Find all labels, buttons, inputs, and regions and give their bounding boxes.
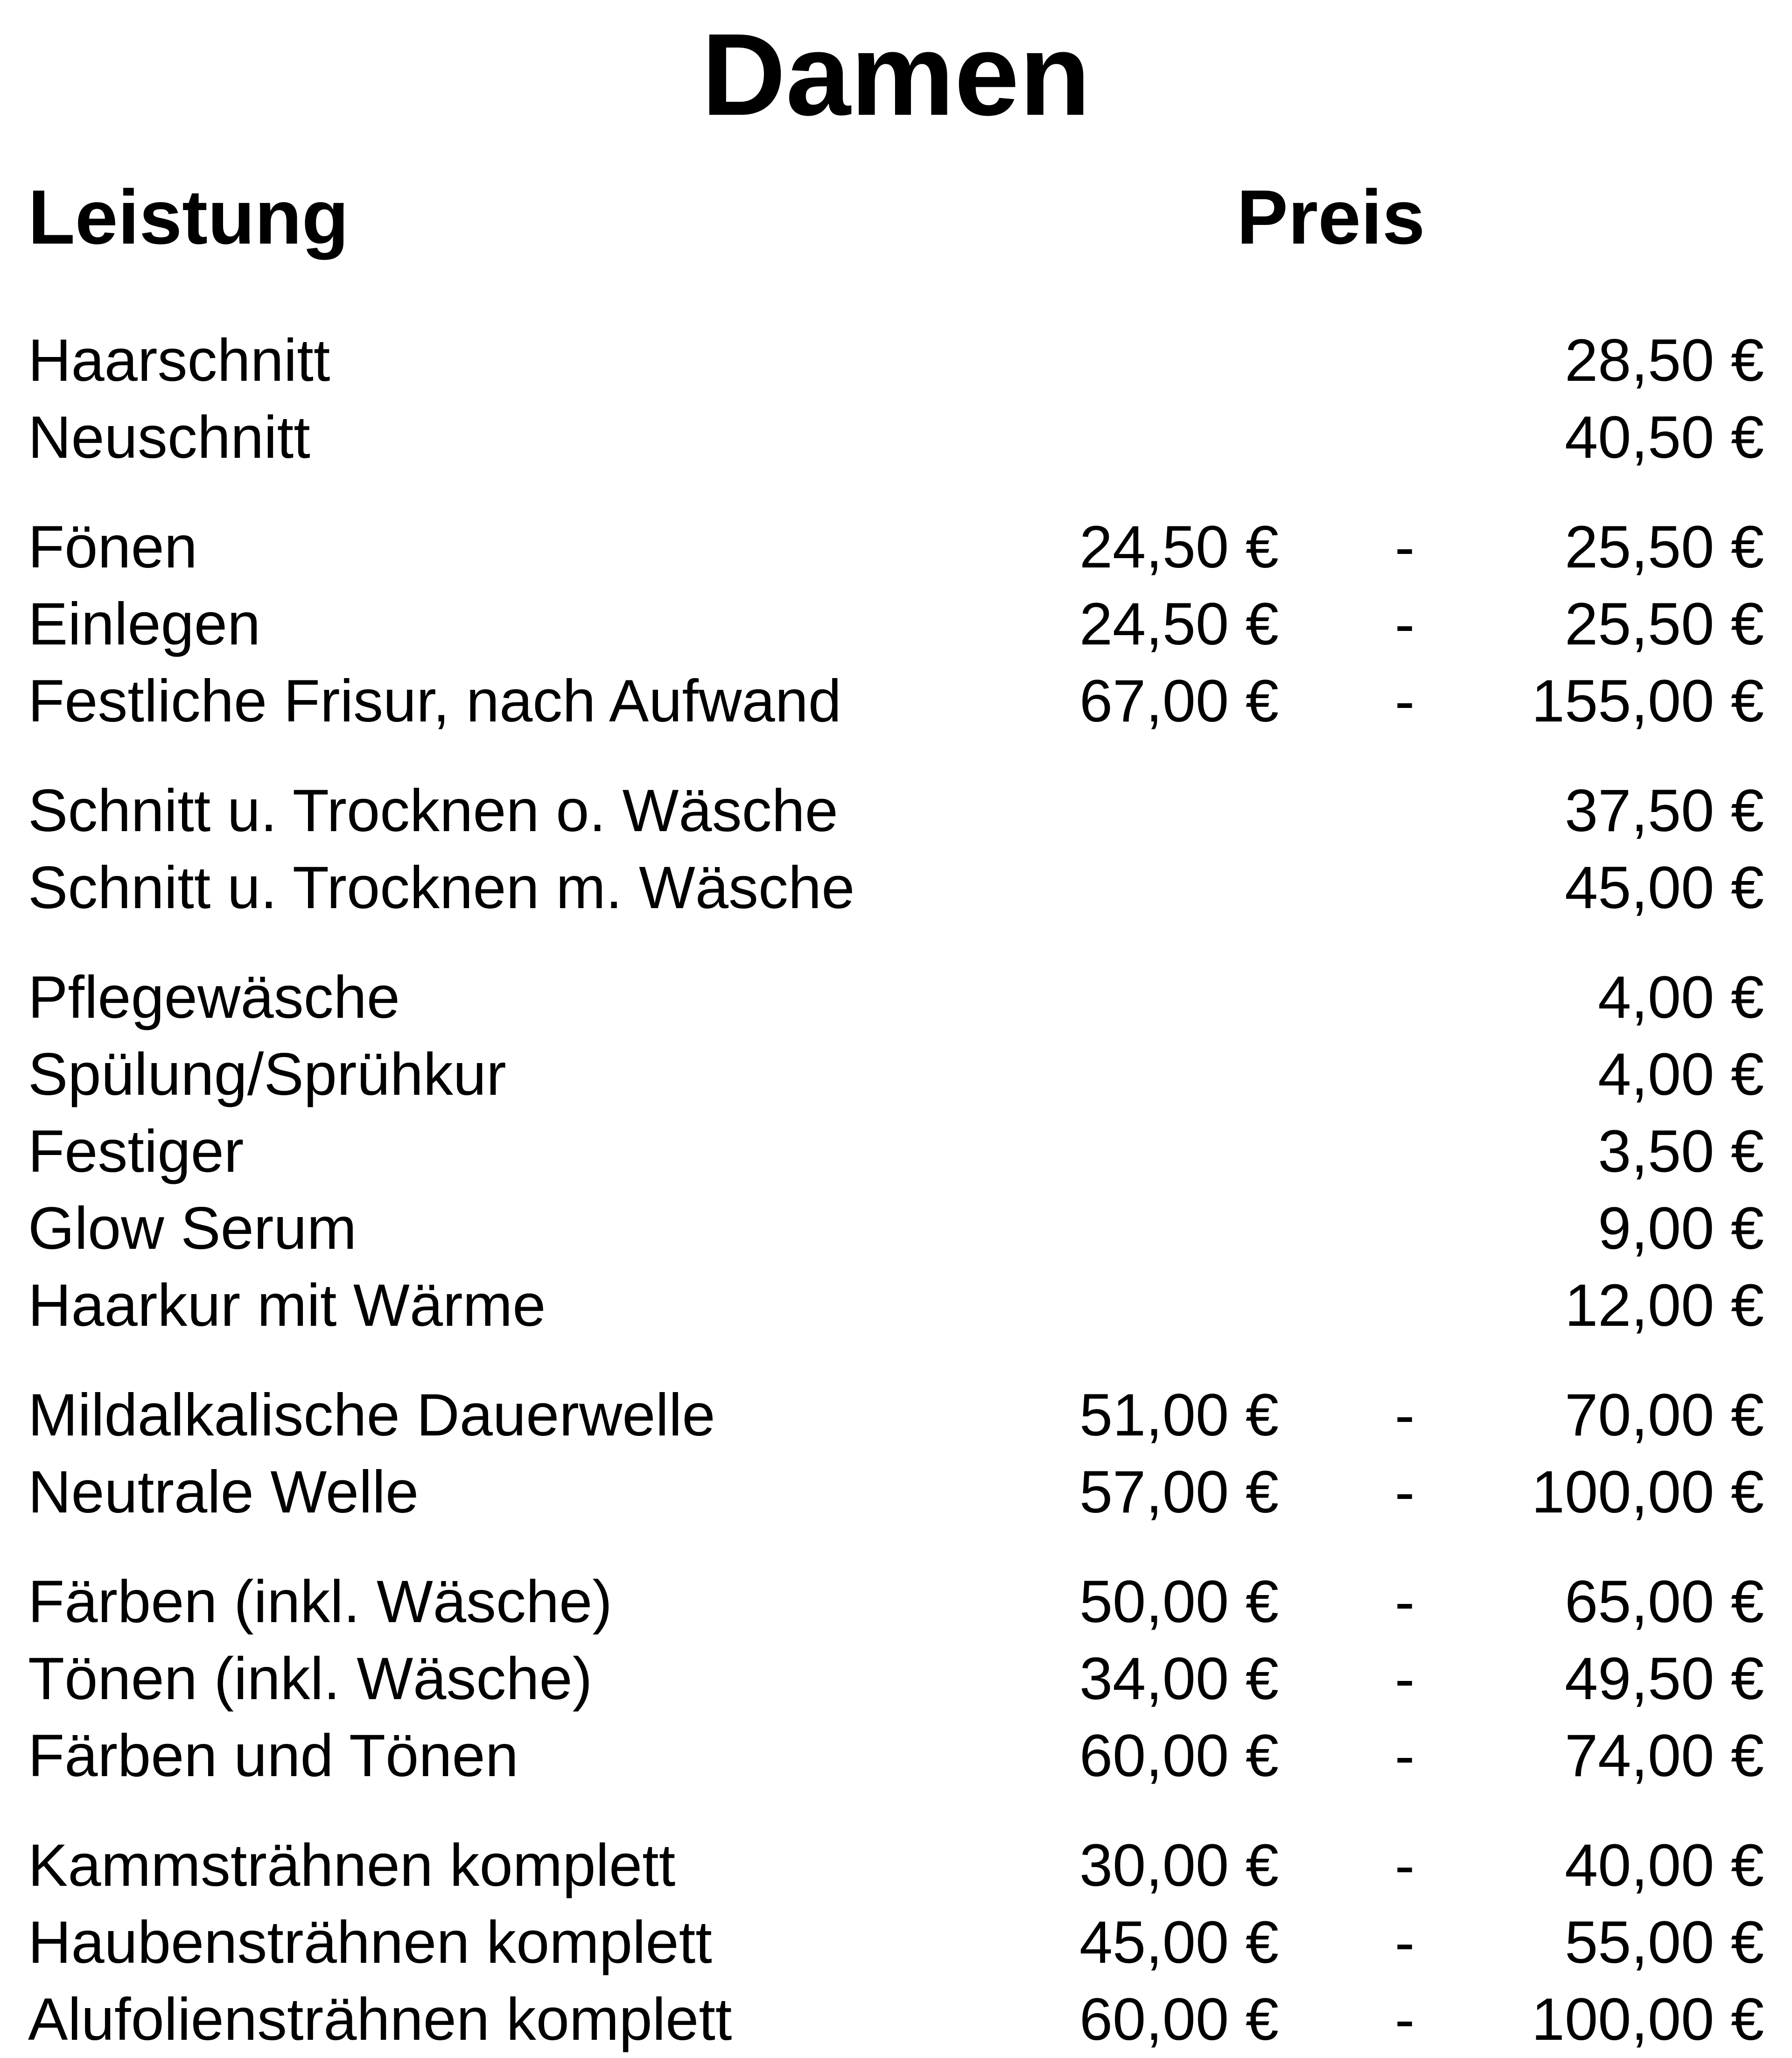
price-max: 37,50 € bbox=[1564, 777, 1764, 844]
service-group bbox=[28, 1377, 1764, 1531]
service-name: Kammsträhnen komplett bbox=[28, 1832, 676, 1899]
price-min: 67,00 € bbox=[1079, 668, 1279, 735]
price-row bbox=[28, 1036, 1764, 1113]
price-list-page bbox=[28, 9, 1764, 2058]
service-name: Festliche Frisur, nach Aufwand bbox=[28, 668, 842, 735]
service-name: Fönen bbox=[28, 514, 197, 581]
price-table-body bbox=[28, 322, 1764, 2058]
price-max: 100,00 € bbox=[1531, 1986, 1764, 2053]
price-max: 25,50 € bbox=[1564, 514, 1764, 581]
service-group bbox=[28, 959, 1764, 1344]
price-row bbox=[28, 1904, 1764, 1981]
price-row bbox=[28, 1190, 1764, 1267]
price-max: 40,00 € bbox=[1564, 1832, 1764, 1899]
price-row bbox=[28, 1454, 1764, 1531]
price-max: 55,00 € bbox=[1564, 1909, 1764, 1976]
price-max: 45,00 € bbox=[1564, 854, 1764, 921]
price-row bbox=[28, 772, 1764, 849]
column-header-price: Preis bbox=[1237, 174, 1425, 260]
price-row bbox=[28, 586, 1764, 663]
price-row bbox=[28, 1113, 1764, 1190]
price-min: 24,50 € bbox=[1079, 591, 1279, 658]
price-max: 40,50 € bbox=[1564, 404, 1764, 471]
price-max: 12,00 € bbox=[1564, 1272, 1764, 1339]
price-min: 34,00 € bbox=[1079, 1645, 1279, 1712]
price-max: 70,00 € bbox=[1564, 1382, 1764, 1449]
service-name: Färben (inkl. Wäsche) bbox=[28, 1568, 612, 1635]
price-row bbox=[28, 849, 1764, 926]
price-max: 3,50 € bbox=[1598, 1118, 1764, 1185]
service-group bbox=[28, 1827, 1764, 2058]
service-name: Einlegen bbox=[28, 591, 261, 658]
price-max: 155,00 € bbox=[1531, 668, 1764, 735]
price-row bbox=[28, 399, 1764, 476]
service-name: Glow Serum bbox=[28, 1195, 357, 1262]
service-name: Mildalkalische Dauerwelle bbox=[28, 1382, 715, 1449]
service-group bbox=[28, 322, 1764, 476]
price-row bbox=[28, 509, 1764, 586]
service-name: Haarkur mit Wärme bbox=[28, 1272, 546, 1339]
price-max: 100,00 € bbox=[1531, 1459, 1764, 1526]
price-min: 45,00 € bbox=[1079, 1909, 1279, 1976]
service-name: Färben und Tönen bbox=[28, 1722, 518, 1789]
price-max: 4,00 € bbox=[1598, 1041, 1764, 1108]
price-row bbox=[28, 1640, 1764, 1717]
price-row bbox=[28, 322, 1764, 399]
range-dash: - bbox=[1394, 1645, 1415, 1712]
range-dash: - bbox=[1394, 514, 1415, 581]
page-title: Damen bbox=[701, 9, 1091, 140]
price-row bbox=[28, 1563, 1764, 1640]
column-header-service: Leistung bbox=[28, 174, 349, 260]
price-row bbox=[28, 1267, 1764, 1344]
price-row bbox=[28, 663, 1764, 740]
price-min: 51,00 € bbox=[1079, 1382, 1279, 1449]
price-row bbox=[28, 1827, 1764, 1904]
service-name: Haubensträhnen komplett bbox=[28, 1909, 712, 1976]
service-name: Festiger bbox=[28, 1118, 244, 1185]
price-min: 24,50 € bbox=[1079, 514, 1279, 581]
price-row bbox=[28, 959, 1764, 1036]
service-name: Neuschnitt bbox=[28, 404, 310, 471]
range-dash: - bbox=[1394, 1909, 1415, 1976]
range-dash: - bbox=[1394, 1832, 1415, 1899]
range-dash: - bbox=[1394, 668, 1415, 735]
range-dash: - bbox=[1394, 1568, 1415, 1635]
price-max: 74,00 € bbox=[1564, 1722, 1764, 1789]
price-max: 4,00 € bbox=[1598, 964, 1764, 1031]
price-max: 25,50 € bbox=[1564, 591, 1764, 658]
price-min: 57,00 € bbox=[1079, 1459, 1279, 1526]
service-name: Schnitt u. Trocknen m. Wäsche bbox=[28, 854, 855, 921]
price-min: 60,00 € bbox=[1079, 1986, 1279, 2053]
price-row bbox=[28, 1981, 1764, 2058]
range-dash: - bbox=[1394, 1459, 1415, 1526]
price-min: 60,00 € bbox=[1079, 1722, 1279, 1789]
service-name: Schnitt u. Trocknen o. Wäsche bbox=[28, 777, 838, 844]
range-dash: - bbox=[1394, 1722, 1415, 1789]
price-min: 30,00 € bbox=[1079, 1832, 1279, 1899]
service-group bbox=[28, 509, 1764, 740]
price-row bbox=[28, 1717, 1764, 1794]
price-min: 50,00 € bbox=[1079, 1568, 1279, 1635]
table-header bbox=[28, 173, 1764, 261]
service-name: Neutrale Welle bbox=[28, 1459, 419, 1526]
price-row bbox=[28, 1377, 1764, 1454]
service-group bbox=[28, 772, 1764, 926]
service-group bbox=[28, 1563, 1764, 1794]
price-max: 49,50 € bbox=[1564, 1645, 1764, 1712]
range-dash: - bbox=[1394, 591, 1415, 658]
service-name: Spülung/Sprühkur bbox=[28, 1041, 506, 1108]
range-dash: - bbox=[1394, 1382, 1415, 1449]
range-dash: - bbox=[1394, 1986, 1415, 2053]
service-name: Haarschnitt bbox=[28, 327, 330, 394]
price-max: 9,00 € bbox=[1598, 1195, 1764, 1262]
service-name: Tönen (inkl. Wäsche) bbox=[28, 1645, 593, 1712]
price-max: 28,50 € bbox=[1564, 327, 1764, 394]
service-name: Pflegewäsche bbox=[28, 964, 400, 1031]
service-name: Alufoliensträhnen komplett bbox=[28, 1986, 732, 2053]
price-max: 65,00 € bbox=[1564, 1568, 1764, 1635]
